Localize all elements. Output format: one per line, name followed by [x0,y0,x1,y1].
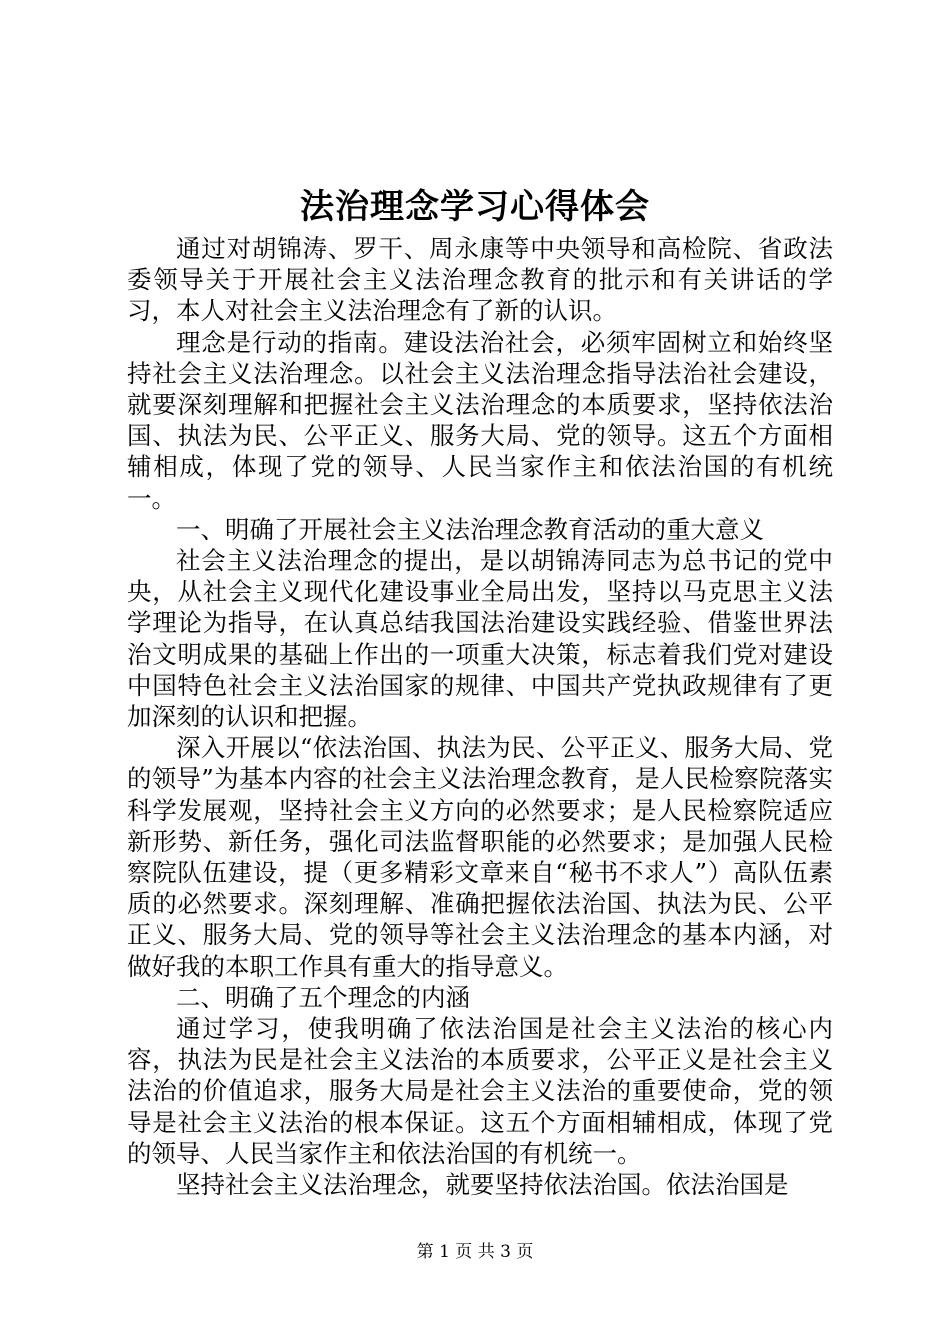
paragraph-significance: 社会主义法治理念的提出，是以胡锦涛同志为总书记的党中央，从社会主义现代化建设事业全局出发，坚持以马克思主义法学理论为指导，在认真总结我国法治建设实践经验、借鉴世界法治文明成果的基础上作出的一项重大决策，标志着我们党对建设中国特色社会主义法治国家的规律、中国共产党执政规律有了更加深刻的认识和把握。 [127,546,833,732]
section-heading-2: 二、明确了五个理念的内涵 [176,982,470,1012]
paragraph-intro: 通过对胡锦涛、罗干、周永康等中央领导和高检院、省政法委领导关于开展社会主义法治理念教育的批示和有关讲话的学习，本人对社会主义法治理念有了新的认识。 [127,234,833,326]
paragraph-rule-of-law: 坚持社会主义法治理念，就要坚持依法治国。依法治国是 [176,1170,789,1200]
paragraph-concept: 理念是行动的指南。建设法治社会，必须牢固树立和始终坚持社会主义法治理念。以社会主义法治理念指导法治社会建设，就要深刻理解和把握社会主义法治理念的本质要求，坚持依法治国、执法为民、公平正义、服务大局、党的领导。这五个方面相辅相成，体现了党的领导、人民当家作主和依法治国的有机统一。 [127,327,833,513]
paragraph-education: 深入开展以“依法治国、执法为民、公平正义、服务大局、党的领导”为基本内容的社会主义法治理念教育，是人民检察院落实科学发展观，坚持社会主义方向的必然要求；是人民检察院适应新形势、新任务，强化司法监督职能的必然要求；是加强人民检察院队伍建设，提（更多精彩文章来自“秘书不求人”）高队伍素质的必然要求。深刻理解、准确把握依法治国、执法为民、公平正义、服务大局、党的领导等社会主义法治理念的基本内涵，对做好我的本职工作具有重大的指导意义。 [127,733,833,981]
page-footer: 第 1 页 共 3 页 [416,1242,534,1262]
section-heading-1: 一、明确了开展社会主义法治理念教育活动的重大意义 [176,514,764,544]
document-body [127,233,833,1200]
paragraph-five-concepts: 通过学习，使我明确了依法治国是社会主义法治的核心内容，执法为民是社会主义法治的本质要求，公平正义是社会主义法治的价值追求，服务大局是社会主义法治的重要使命，党的领导是社会主义法治的根本保证。这五个方面相辅相成，体现了党的领导、人民当家作主和依法治国的有机统一。 [127,1014,833,1168]
document-title: 法治理念学习心得体会 [300,187,650,227]
